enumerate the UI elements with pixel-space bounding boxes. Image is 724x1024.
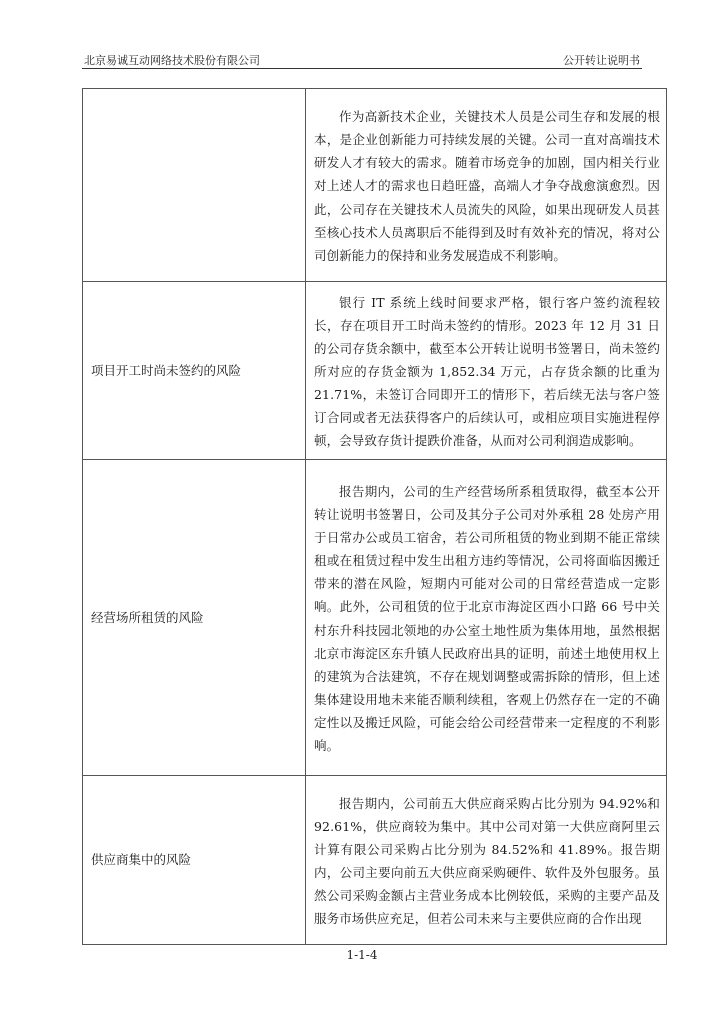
risk-name-cell: 供应商集中的风险	[83, 776, 306, 945]
header-document-type: 公开转让说明书	[563, 54, 640, 67]
page-number: 1-1-4	[346, 948, 378, 962]
risk-name-cell: 项目开工时尚未签约的风险	[83, 282, 306, 460]
page-header	[82, 48, 640, 68]
risk-description-cell: 作为高新技术企业，关键技术人员是公司生存和发展的根本，是企业创新能力可持续发展的关键。公司一直对高端技术研发人才有较大的需求。随着市场竞争的加剧，国内相关行业对上述人才的需求也日趋旺盛，高端人才争夺战愈演愈烈。因此，公司存在关键技术人员流失的风险，如果出现研发人员甚至核心技术人员离职后不能得到及时有效补充的情况，将对公司创新能力的保持和业务发展造成不利影响。	[306, 89, 667, 282]
risk-description-cell: 银行 IT 系统上线时间要求严格，银行客户签约流程较长，存在项目开工时尚未签约的情形。2023 年 12 月 31 日的公司存货余额中，截至本公开转让说明书签署日，尚未签约所对应的存货金额为 1,852.34 万元，占存货余额的比重为 21.71%，未签订合同即开工的情形下，若后续无法与客户签订合同或者无法获得客户的后续认可，或相应项目实施进程停顿，会导致存货计提跌价准备，从而对公司利润造成影响。	[306, 282, 667, 460]
risk-description-cell: 报告期内，公司的生产经营场所系租赁取得，截至本公开转让说明书签署日，公司及其分子公司对外承租 28 处房产用于日常办公或员工宿舍，若公司所租赁的物业到期不能正常续租或在租赁过程中发生出租方违约等情况，公司将面临因搬迁带来的潜在风险，短期内可能对公司的日常经营造成一定影响。此外，公司租赁的位于北京市海淀区西小口路 66 号中关村东升科技园北领地的办公室土地性质为集体用地，虽然根据北京市海淀区东升镇人民政府出具的证明，前述土地使用权上的建筑为合法建筑，不存在规划调整或需拆除的情形，但上述集体建设用地未来能否顺利续租，客观上仍然存在一定的不确定性以及搬迁风险，可能会给公司经营带来一定程度的不利影响。	[306, 460, 667, 776]
table-row	[83, 776, 667, 945]
risk-factor-table	[82, 88, 667, 945]
risk-name-cell: 经营场所租赁的风险	[83, 460, 306, 776]
table-row	[83, 89, 667, 282]
risk-description-cell: 报告期内，公司前五大供应商采购占比分别为 94.92%和 92.61%，供应商较为集中。其中公司对第一大供应商阿里云计算有限公司采购占比分别为 84.52%和 41.89%。报告期内，公司主要向前五大供应商采购硬件、软件及外包服务。虽然公司采购金额占主营业务成本比例较低，采购的主要产品及服务市场供应充足，但若公司未来与主要供应商的合作出现	[306, 776, 667, 945]
table-row	[83, 460, 667, 776]
header-company-name: 北京易诚互动网络技术股份有限公司	[84, 54, 260, 67]
risk-name-cell	[83, 89, 306, 282]
table-row	[83, 282, 667, 460]
header-divider	[82, 68, 642, 69]
